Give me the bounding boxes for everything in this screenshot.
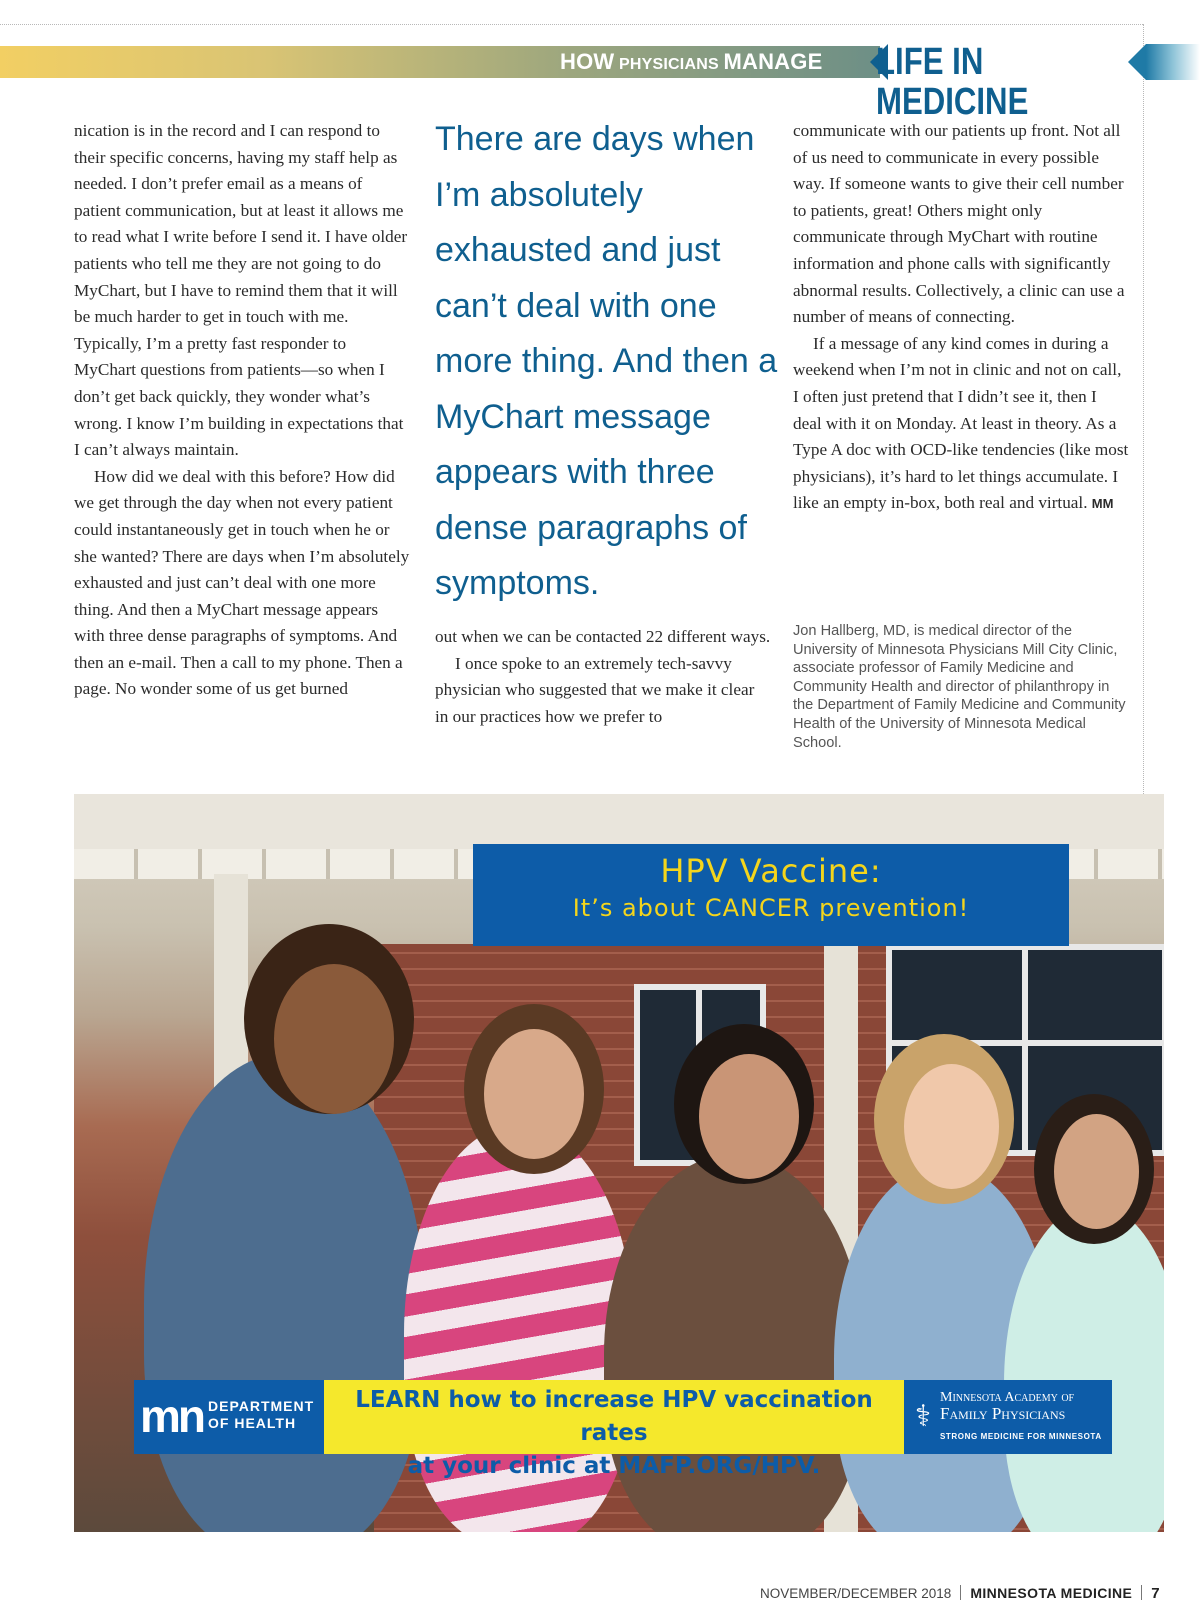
mafp-line-2: Family Physicians — [940, 1404, 1066, 1423]
ad-photo-person-face — [1054, 1114, 1139, 1229]
author-bio: Jon Hallberg, MD, is medical director of the University of Minnesota Physicians Mill City Clinic, associate professor of Family Medicine and Community Health and director of philanthropy in the Department of Family Medicine and Community Health of the University of Minnesota Medical School. — [793, 623, 1126, 751]
mafp-label — [940, 1390, 1110, 1444]
article-column-1 — [74, 118, 410, 703]
paragraph: nication is in the record and I can respond to their specific concerns, having my staff help as needed. I don’t prefer email as a means of patient communication, but at least it allows me to read what I write before I send it. I have older patients who tell me they are not going to do MyChart, but I have to remind them that it will be much harder to get in touch with me. Typically, I’m a pretty fast responder to MyChart questions from patients—so when I don’t get back quickly, they wonder what’s wrong. I know I’m building in expectations that I can’t always maintain. — [74, 121, 408, 460]
footer-divider — [960, 1585, 961, 1600]
ad-title-line-1: HPV Vaccine: — [660, 852, 882, 890]
article-column-2 — [435, 624, 771, 730]
mafp-logo — [904, 1380, 1112, 1454]
kicker-how: HOW — [560, 49, 615, 74]
chevron-left-icon — [1128, 44, 1146, 80]
mn-department-of-health-logo — [134, 1380, 324, 1454]
cta-line-2: at your clinic at MAFP.ORG/HPV. — [407, 1453, 821, 1479]
ad-call-to-action — [324, 1380, 904, 1479]
mn-logo-mark: mn — [140, 1390, 203, 1442]
page-number: 7 — [1151, 1585, 1160, 1602]
ad-photo-person-face — [904, 1064, 999, 1189]
mafp-tagline: STRONG MEDICINE FOR MINNESOTA — [940, 1432, 1102, 1441]
paragraph: communicate with our patients up front. Not all of us need to communicate in every possible way. If someone wants to give their cell number to patients, great! Others might only communicate through MyChart with routine information and phone calls with significantly abnormal results. Collectively, a clinic can use a number of means of connecting. — [793, 121, 1125, 327]
ad-photo-person-face — [699, 1054, 799, 1179]
paragraph: out when we can be contacted 22 different ways. — [435, 627, 771, 646]
page-footer — [760, 1583, 1160, 1603]
section-title: LIFE IN MEDICINE — [876, 41, 1029, 123]
caduceus-icon: ⚕ — [914, 1399, 932, 1434]
issue-date: NOVEMBER/DECEMBER 2018 — [760, 1586, 952, 1601]
end-mark: MM — [1091, 496, 1114, 512]
paragraph — [793, 331, 1129, 518]
dept-line-2: OF HEALTH — [208, 1415, 297, 1431]
ad-title-line-2: It’s about CANCER prevention! — [572, 894, 970, 922]
ad-title-box — [473, 844, 1069, 946]
magazine-name: MINNESOTA MEDICINE — [970, 1585, 1133, 1601]
ad-footer-band — [134, 1380, 1112, 1479]
dept-line-1: DEPARTMENT — [208, 1398, 315, 1414]
kicker-physicians: PHYSICIANS — [619, 56, 719, 73]
footer-divider — [1141, 1585, 1142, 1600]
page-top-rule — [0, 24, 1143, 25]
mafp-line-1: Minnesota Academy of — [940, 1390, 1075, 1405]
page-right-rule — [1143, 24, 1144, 794]
hpv-advertisement — [74, 794, 1164, 1532]
cta-line-1: LEARN how to increase HPV vaccination rates — [355, 1387, 873, 1446]
ad-photo-person-face — [484, 1029, 584, 1159]
pull-quote: There are days when I’m absolutely exhausted and just can’t deal with one more thing. And then a MyChart message appears with three dense paragraphs of symptoms. — [435, 120, 778, 602]
kicker-manage: MANAGE — [723, 49, 823, 74]
paragraph: How did we deal with this before? How did we get through the day when not every patient could instantaneously get in touch when he or she wanted? There are days when I’m absolutely exhausted and just can’t deal with one more thing. And then a MyChart message appears with three dense paragraphs of symptoms. And then an e-mail. Then a call to my phone. Then a page. No wonder some of us get burned — [74, 466, 410, 699]
ad-photo-person-face — [274, 964, 394, 1114]
article-column-3 — [793, 118, 1129, 518]
header-kicker — [560, 46, 822, 78]
header-tail-bar — [1146, 44, 1200, 80]
dept-health-label — [208, 1398, 314, 1432]
paragraph-text: If a message of any kind comes in during a weekend when I’m not in clinic and not on call, I often just pretend that I didn’t see it, then I deal with it on Monday. At least in theory. As a Type A doc with OCD-like tendencies (like most physicians), it’s hard to let things accumulate. I like an empty in-box, both real and virtual. — [793, 333, 1129, 513]
paragraph: I once spoke to an extremely tech-savvy physician who suggested that we make it clear in our practices how we prefer to — [435, 653, 755, 726]
